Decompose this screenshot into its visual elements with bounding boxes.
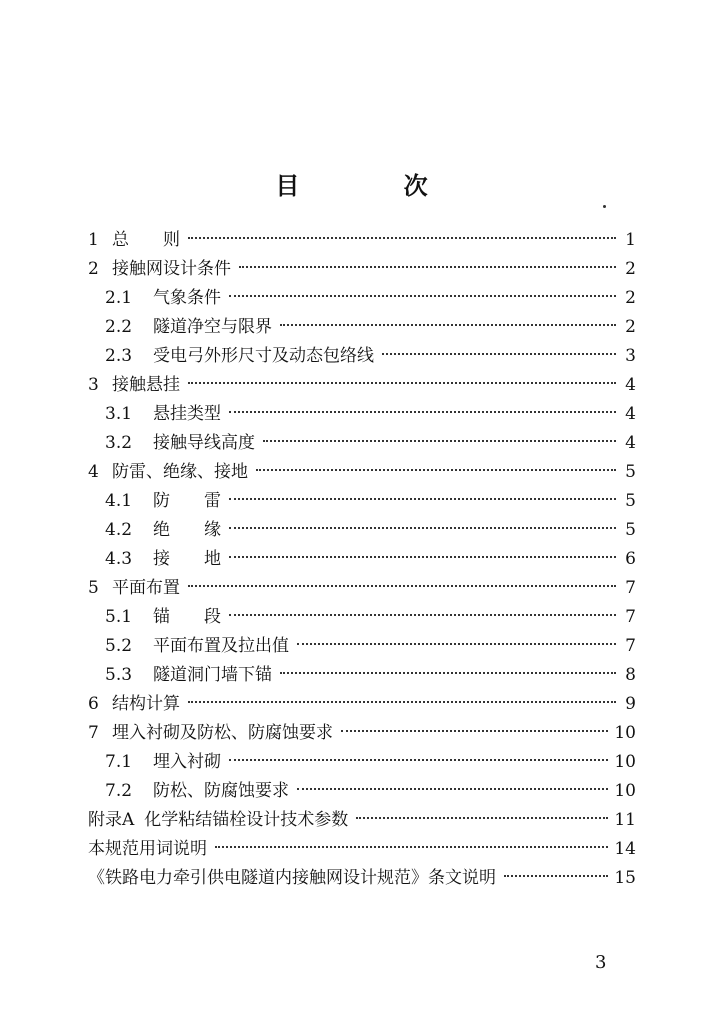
toc-entry-label: 接触导线高度 <box>153 433 255 453</box>
toc-entry <box>88 284 636 313</box>
toc-dot-leader <box>263 440 616 442</box>
toc-entry-label: 锚 段 <box>153 607 221 627</box>
toc-entry-label: 结构计算 <box>112 694 180 714</box>
toc-dot-leader <box>188 701 616 703</box>
toc-entry <box>88 226 636 255</box>
toc-dot-leader <box>229 411 616 413</box>
toc-entry-label: 气象条件 <box>153 288 221 308</box>
toc-entry-page: 4 <box>625 404 636 424</box>
toc-entry-label: 接触悬挂 <box>112 375 180 395</box>
toc-dot-leader <box>504 875 608 877</box>
toc-entry-page: 1 <box>625 230 636 250</box>
toc-dot-leader <box>229 295 616 297</box>
toc-entry-page: 2 <box>625 259 636 279</box>
toc-entry <box>88 487 636 516</box>
toc-dot-leader <box>229 759 608 761</box>
toc-entry-page: 10 <box>614 752 636 772</box>
toc-dot-leader <box>356 817 608 819</box>
toc-entry-label: 埋入衬砌 <box>153 752 221 772</box>
toc-entry-page: 15 <box>614 868 636 888</box>
toc-dot-leader <box>280 324 616 326</box>
toc-dot-leader <box>229 556 616 558</box>
toc-entry <box>88 690 636 719</box>
toc-dot-leader <box>229 614 616 616</box>
toc-entry-number: 2 <box>88 259 99 279</box>
toc-entry-number: 3.2 <box>105 433 133 453</box>
toc-entry <box>88 835 636 864</box>
toc-entry-label: 防松、防腐蚀要求 <box>153 781 289 801</box>
toc-entry-label: 防雷、绝缘、接地 <box>112 462 248 482</box>
toc-entry-number: 1 <box>88 230 99 250</box>
toc-entry <box>88 429 636 458</box>
toc-entry-label: 总 则 <box>112 230 180 250</box>
toc-entry-number: 5.3 <box>105 665 133 685</box>
toc-entry-number: 3 <box>88 375 99 395</box>
toc-entry-page: 2 <box>625 317 636 337</box>
toc-entry-page: 7 <box>625 607 636 627</box>
toc-entry-number: 4.3 <box>105 549 133 569</box>
toc-entry <box>88 719 636 748</box>
toc-dot-leader <box>297 788 608 790</box>
toc-entry-label: 化学粘结锚栓设计技术参数 <box>144 810 349 830</box>
toc-dot-leader <box>256 469 616 471</box>
toc-dot-leader <box>341 730 608 732</box>
toc-entry-label: 防 雷 <box>153 491 221 511</box>
toc-entry-page: 7 <box>625 578 636 598</box>
toc-entry-page: 7 <box>625 636 636 656</box>
toc-entry <box>88 748 636 777</box>
toc-entry <box>88 255 636 284</box>
toc-entry <box>88 632 636 661</box>
toc-entry-number: 5.1 <box>105 607 133 627</box>
toc-entry-page: 9 <box>625 694 636 714</box>
toc-dot-leader <box>382 353 616 355</box>
toc-entry <box>88 458 636 487</box>
toc-entry-number: 5.2 <box>105 636 133 656</box>
toc-entry <box>88 806 636 835</box>
toc-entry-label: 接触网设计条件 <box>112 259 231 279</box>
toc-dot-leader <box>188 237 616 239</box>
stray-dot <box>603 205 606 208</box>
toc-entry-label: 埋入衬砌及防松、防腐蚀要求 <box>112 723 333 743</box>
toc-entry <box>88 574 636 603</box>
toc-entry-page: 11 <box>614 810 636 830</box>
toc-entry-number: 2.3 <box>105 346 133 366</box>
toc-dot-leader <box>239 266 616 268</box>
toc-entry <box>88 603 636 632</box>
toc-entry-number: 附录A <box>88 810 135 830</box>
toc-entry-label: 平面布置及拉出值 <box>153 636 289 656</box>
toc-entry <box>88 545 636 574</box>
toc-entry-label: 悬挂类型 <box>153 404 221 424</box>
toc-entry-label: 接 地 <box>153 549 221 569</box>
toc-entry-page: 8 <box>625 665 636 685</box>
toc-entry-page: 3 <box>625 346 636 366</box>
table-of-contents <box>88 226 636 893</box>
toc-entry-page: 5 <box>625 491 636 511</box>
toc-entry-page: 6 <box>625 549 636 569</box>
toc-entry-page: 10 <box>614 723 636 743</box>
toc-dot-leader <box>188 382 616 384</box>
toc-entry-label: 《铁路电力牵引供电隧道内接触网设计规范》条文说明 <box>88 868 496 888</box>
toc-entry-number: 7.1 <box>105 752 133 772</box>
toc-entry-page: 5 <box>625 462 636 482</box>
toc-entry-label: 平面布置 <box>112 578 180 598</box>
page-title: 目 次 <box>275 171 476 200</box>
toc-dot-leader <box>188 585 616 587</box>
toc-entry-page: 5 <box>625 520 636 540</box>
toc-entry-page: 14 <box>614 839 636 859</box>
toc-dot-leader <box>229 527 616 529</box>
toc-entry <box>88 342 636 371</box>
toc-entry-label: 绝 缘 <box>153 520 221 540</box>
toc-entry <box>88 864 636 893</box>
toc-entry-number: 5 <box>88 578 99 598</box>
toc-entry-label: 受电弓外形尺寸及动态包络线 <box>153 346 374 366</box>
toc-entry-label: 本规范用词说明 <box>88 839 207 859</box>
toc-entry-page: 4 <box>625 433 636 453</box>
toc-entry-label: 隧道净空与限界 <box>153 317 272 337</box>
toc-dot-leader <box>297 643 616 645</box>
toc-entry-number: 4.1 <box>105 491 133 511</box>
toc-entry <box>88 371 636 400</box>
toc-dot-leader <box>229 498 616 500</box>
toc-entry-page: 2 <box>625 288 636 308</box>
toc-entry <box>88 661 636 690</box>
toc-entry-page: 10 <box>614 781 636 801</box>
toc-entry <box>88 777 636 806</box>
toc-entry-page: 4 <box>625 375 636 395</box>
toc-dot-leader <box>280 672 616 674</box>
footer-page-number: 3 <box>595 952 607 973</box>
toc-entry-label: 隧道洞门墙下锚 <box>153 665 272 685</box>
toc-entry <box>88 400 636 429</box>
toc-entry <box>88 313 636 342</box>
toc-entry-number: 4 <box>88 462 99 482</box>
toc-entry-number: 2.1 <box>105 288 133 308</box>
toc-entry <box>88 516 636 545</box>
toc-entry-number: 2.2 <box>105 317 133 337</box>
toc-entry-number: 3.1 <box>105 404 133 424</box>
toc-dot-leader <box>215 846 608 848</box>
toc-entry-number: 7 <box>88 723 99 743</box>
toc-entry-number: 4.2 <box>105 520 133 540</box>
toc-entry-number: 6 <box>88 694 99 714</box>
toc-entry-number: 7.2 <box>105 781 133 801</box>
